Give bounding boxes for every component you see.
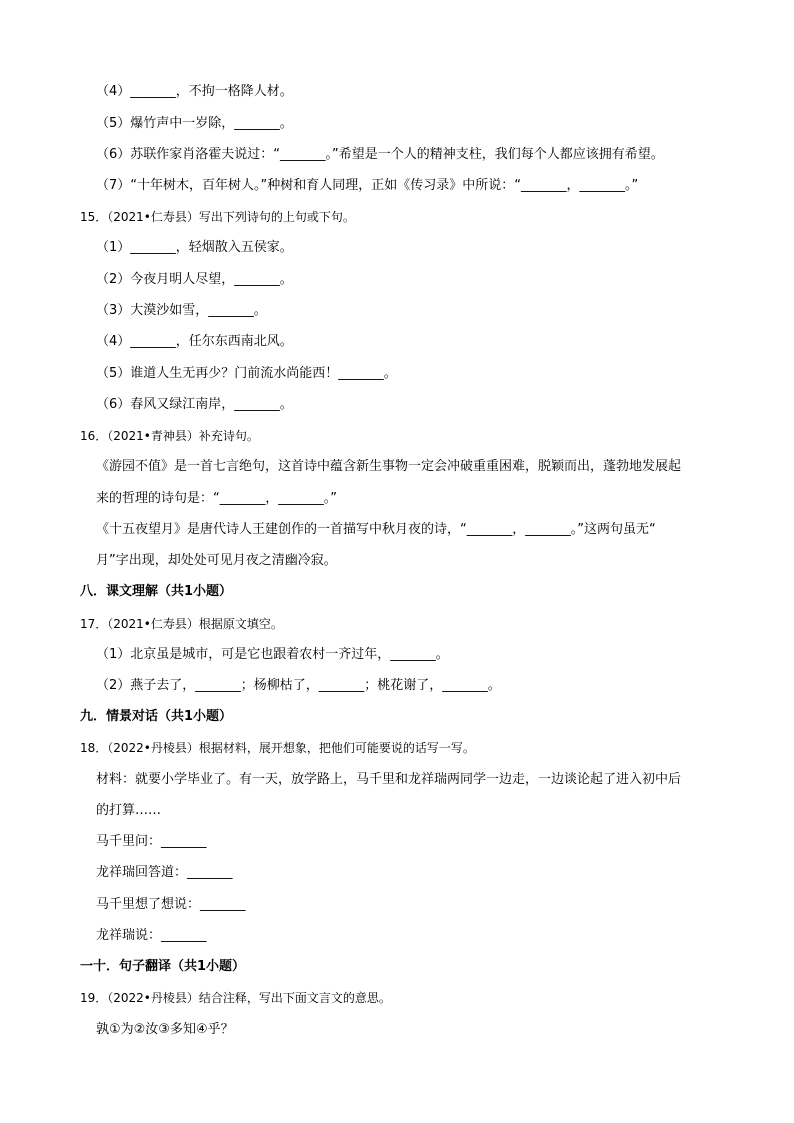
section-10-heading: 一十．句子翻译（共1小题）	[80, 959, 246, 974]
q15-item-5: （5）谁道人生无再少？门前流水尚能西！_______。	[96, 366, 397, 381]
q18-material-line2: 的打算……	[96, 803, 162, 818]
q18-dialogue-1: 马千里问：_______	[96, 834, 207, 849]
q16-para2-line2: 月”字出现，却处处可见月夜之清幽冷寂。	[96, 553, 337, 568]
q16-para1-line1: 《游园不值》是一首七言绝句，这首诗中蕴含新生事物一定会冲破重重困难，脱颖而出，蓬勃地发展起	[96, 459, 682, 474]
section-8-heading: 八．课文理解（共1小题）	[80, 584, 233, 599]
q18-material-line1: 材料：就要小学毕业了。有一天，放学路上，马千里和龙祥瑞两同学一边走，一边谈论起了进入初中后	[96, 772, 682, 787]
q19-text: 孰①为②汝③多知④乎？	[96, 1022, 234, 1037]
q16-stem: 16．（2021•青神县）补充诗句。	[80, 429, 259, 443]
q18-stem: 18．（2022•丹棱县）根据材料，展开想象，把他们可能要说的话写一写。	[80, 741, 475, 755]
q14-item-7: （7）“十年树木，百年树人。”种树和育人同理，正如《传习录》中所说：“_______，_______。”	[96, 178, 639, 193]
section-9-heading: 九．情景对话（共1小题）	[80, 709, 233, 724]
q14-item-5: （5）爆竹声中一岁除，_______。	[96, 116, 293, 131]
q15-item-1: （1）_______，轻烟散入五侯家。	[96, 240, 293, 255]
q16-para1-line2: 来的哲理的诗句是：“_______，_______。”	[96, 491, 337, 506]
q16-para2-line1: 《十五夜望月》是唐代诗人王建创作的一首描写中秋月夜的诗，“_______，_______。”这两句虽无“	[96, 522, 656, 537]
q15-stem: 15．（2021•仁寿县）写出下列诗句的上句或下句。	[80, 210, 355, 224]
q17-stem: 17．（2021•仁寿县）根据原文填空。	[80, 617, 283, 631]
q15-item-3: （3）大漠沙如雪，_______。	[96, 303, 267, 318]
q18-dialogue-2: 龙祥瑞回答道：_______	[96, 865, 233, 880]
q15-item-4: （4）_______，任尔东西南北风。	[96, 334, 293, 349]
q17-item-1: （1）北京虽是城市，可是它也跟着农村一齐过年，_______。	[96, 647, 449, 662]
q18-dialogue-3: 马千里想了想说：_______	[96, 897, 246, 912]
q15-item-6: （6）春风又绿江南岸，_______。	[96, 397, 293, 412]
q14-item-6: （6）苏联作家肖洛霍夫说过：“_______。”希望是一个人的精神支柱，我们每个人都应该拥有希望。	[96, 147, 664, 162]
q14-item-4: （4）_______，不拘一格降人材。	[96, 84, 293, 99]
q15-item-2: （2）今夜月明人尽望，_______。	[96, 272, 293, 287]
q18-dialogue-4: 龙祥瑞说：_______	[96, 928, 207, 943]
q17-item-2: （2）燕子去了，_______；杨柳枯了，_______；桃花谢了，_______。	[96, 678, 501, 693]
q19-stem: 19．（2022•丹棱县）结合注释，写出下面文言文的意思。	[80, 991, 391, 1005]
